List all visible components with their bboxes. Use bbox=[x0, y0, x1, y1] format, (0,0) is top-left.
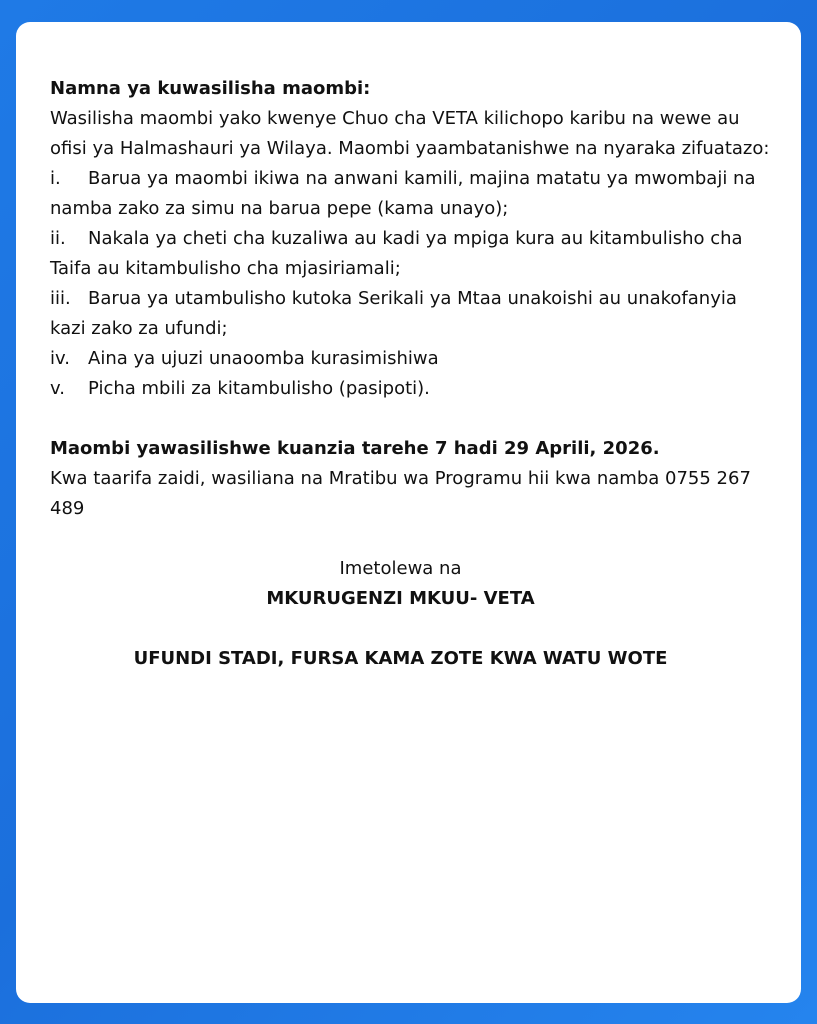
deadline-text: Maombi yawasilishwe kuanzia tarehe 7 hadi 29 Aprili, 2026. bbox=[50, 438, 660, 459]
contact-text: Kwa taarifa zaidi, wasiliana na Mratibu wa Programu hii kwa namba 0755 267 489 bbox=[50, 468, 751, 519]
list-item bbox=[50, 284, 771, 344]
list-item-number: ii. bbox=[50, 228, 66, 249]
intro-paragraph: Wasilisha maombi yako kwenye Chuo cha VETA kilichopo karibu na wewe au ofisi ya Halmashauri ya Wilaya. Maombi yaambatanishwe na nyaraka zifuatazo: bbox=[50, 108, 770, 159]
requirements-list bbox=[50, 164, 771, 404]
section-heading: Namna ya kuwasilisha maombi: bbox=[50, 78, 371, 99]
list-item-text: Barua ya maombi ikiwa na anwani kamili, majina matatu ya mwombaji na namba zako za simu na barua pepe (kama unayo); bbox=[50, 168, 756, 219]
list-item-number: i. bbox=[50, 168, 61, 189]
list-item-text: Picha mbili za kitambulisho (pasipoti). bbox=[88, 378, 430, 399]
issued-by-text: Imetolewa na bbox=[339, 558, 462, 579]
list-item-text: Nakala ya cheti cha kuzaliwa au kadi ya mpiga kura au kitambulisho cha Taifa au kitambulisho cha mjasiriamali; bbox=[50, 228, 743, 279]
spacer bbox=[50, 614, 771, 644]
spacer bbox=[50, 524, 771, 554]
spacer bbox=[50, 404, 771, 434]
list-item bbox=[50, 374, 771, 404]
slogan-text: UFUNDI STADI, FURSA KAMA ZOTE KWA WATU WOTE bbox=[133, 648, 668, 669]
issuer-name: MKURUGENZI MKUU- VETA bbox=[266, 588, 535, 609]
list-item bbox=[50, 344, 771, 374]
list-item bbox=[50, 224, 771, 284]
list-item-number: iv. bbox=[50, 348, 70, 369]
list-item bbox=[50, 164, 771, 224]
announcement-card bbox=[16, 22, 801, 1003]
list-item-text: Aina ya ujuzi unaoomba kurasimishiwa bbox=[88, 348, 439, 369]
list-item-number: iii. bbox=[50, 288, 71, 309]
list-item-text: Barua ya utambulisho kutoka Serikali ya Mtaa unakoishi au unakofanyia kazi zako za ufundi; bbox=[50, 288, 737, 339]
list-item-number: v. bbox=[50, 378, 65, 399]
